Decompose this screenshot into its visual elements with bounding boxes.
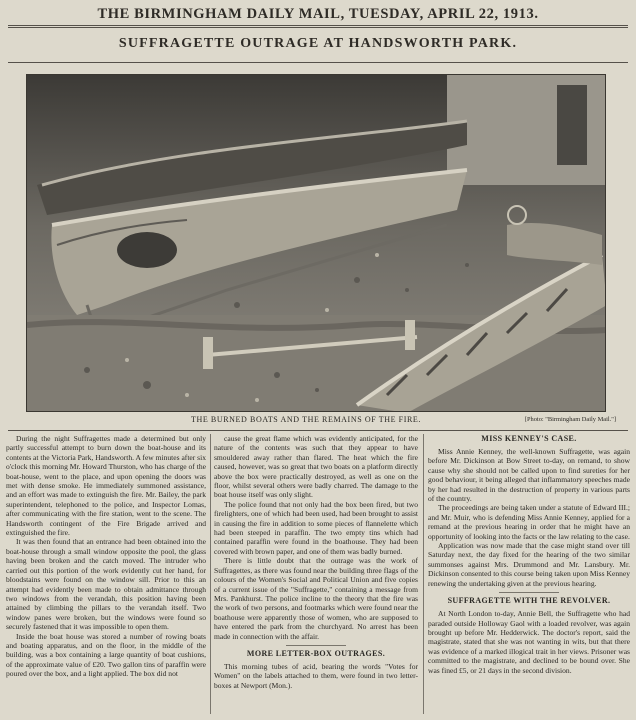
- section-heading: MISS KENNEY'S CASE.: [481, 434, 577, 443]
- photo-caption: THE BURNED BOATS AND THE REMAINS OF THE FIRE.: [190, 415, 422, 424]
- article-paragraph: Inside the boat house was stored a number of rowing boats and boating apparatus, and on the floor, in the middle of the building, was a box containing a large quantity of boat cushions, of the approximate value of £20. Two gallon tins of paraffin were poured over the box, and a light applied. The box did not: [6, 631, 206, 679]
- article-paragraph: During the night Suffragettes made a determined but only partly successful attempt to burn down the boat-house and its contents at the Victoria Park, Handsworth. A few minutes after six o'clock this morning Mr. Howard Thurston, who has charge of the boat-house, went to the place, and upon opening the doors was met with dense smoke. He immediately summoned assistance, and an effort was made to extinguish the fire. Mr. Bailey, the park superintendent, telephoned to the police, and Inspector Lomas, after communicating with the fire station, went to the scene. The Handsworth contingent of the Fire Brigade arrived and extinguished the fire.: [6, 434, 206, 538]
- article-paragraph: It was then found that an entrance had been obtained into the boat-house through a small window opposite the pool, the glass having been broken and the catch moved. The intruder who carried out this portion of the work evidently cut her hand, for bloodstains were found on the window sill. Prior to this an attempt had evidently been made to obtain admittance through two windows from the verandah, this position having been attained by climbing the pillars to the verandah itself. Two window panes were broken, but the windows were found so securely fastened that it was impossible to open them.: [6, 537, 206, 632]
- article-column-2: [214, 434, 418, 716]
- headline: SUFFRAGETTE OUTRAGE AT HANDSWORTH PARK.: [118, 36, 518, 51]
- article-paragraph: There is little doubt that the outrage was the work of Suffragettes, as there was found near the building three flags of the colours of the Women's Social and Political Union and five copies of a current issue of the "Suffragette," containing a message from Mrs. Pankhurst. The police incline to the theory that the fire was the work of two persons, and footmarks which were found near the boathouse were apparently those of women, who are supposed to have entered the park from the churchyard. No arrest has been made in connection with the affair.: [214, 556, 418, 641]
- masthead-rule-double: [8, 27, 628, 28]
- caption-rule: [8, 430, 628, 431]
- photo-credit: [Photo: "Birmingham Daily Mail."]: [524, 416, 616, 423]
- section-rule: [286, 645, 346, 646]
- masthead: THE BIRMINGHAM DAILY MAIL, TUESDAY, APRIL 22, 1913.: [97, 6, 539, 22]
- section-rule: [499, 592, 559, 593]
- article-paragraph: Miss Annie Kenney, the well-known Suffragette, was again before Mr. Dickinson at Bow Street to-day, on remand, to show cause why she should not be called upon to find sureties for her good behaviour, it being alleged that inflammatory speeches made by her had resulted in the destruction of property in various parts of the country.: [428, 447, 630, 504]
- column-divider: [210, 434, 211, 714]
- masthead-rule: [8, 25, 628, 26]
- photo-caption-row: [26, 415, 616, 427]
- section-heading: SUFFRAGETTE WITH THE REVOLVER.: [447, 596, 611, 606]
- news-photograph: [26, 74, 606, 412]
- column-divider: [423, 434, 424, 714]
- article-column-1: [6, 434, 206, 716]
- section-heading: MORE LETTER-BOX OUTRAGES.: [246, 648, 386, 658]
- article-paragraph: cause the great flame which was evidently anticipated, for the nature of the contents was such that they appear to have smouldered away rather than flared. The heat which the fire caused, however, was so great that two boats on a platform directly above the box were practically destroyed, as well as one on the floor, whilst several others were badly charred. The damage to the boat house itself was only slight.: [214, 434, 418, 500]
- article-column-3: [428, 434, 630, 716]
- article-paragraph: At North London to-day, Annie Bell, the Suffragette who had paraded outside Holloway Gaol with a loaded revolver, was again brought up before Mr. Hedderwick. The doctor's report, said the magistrate, stated that she was not wanting in wits, but that there was evidence of a marked illogical trait in her views. Prisoner was committed to the magistrate, and declined to be bound over. She was fined £5, or 21 days in the second division.: [428, 609, 630, 675]
- article-paragraph: Application was now made that the case might stand over till Saturday next, the day fixed for the hearing of the two similar summonses against Mrs. Drummond and Mr. Lansbury. Mr. Dickinson consented to this course being taken upon Miss Kenney renewing the undertaking given at the previous hearing.: [428, 541, 630, 588]
- article-paragraph: The proceedings are being taken under a statute of Edward III.; and Mr. Muir, who is defending Miss Annie Kenney, applied for a remand at the previous hearing in order that he might have an opportunity of looking into the facts or the law relating to the case.: [428, 503, 630, 541]
- headline-rule: [8, 62, 628, 63]
- article-paragraph: This morning tubes of acid, bearing the words "Votes for Women" on the labels attached to them, were found in two letter-boxes at Newport (Mon.).: [214, 661, 418, 690]
- burned-boats-photo: [27, 75, 606, 412]
- article-paragraph: The police found that not only had the box been fired, but two firelighters, one of which had been used, had been brought to assist in causing the fire in addition to some pieces of flannelette which had been steeped in paraffin. The two empty tins which had contained paraffin were found in the boathouse. They had been covered with brown paper, and one of them was badly burned.: [214, 499, 418, 556]
